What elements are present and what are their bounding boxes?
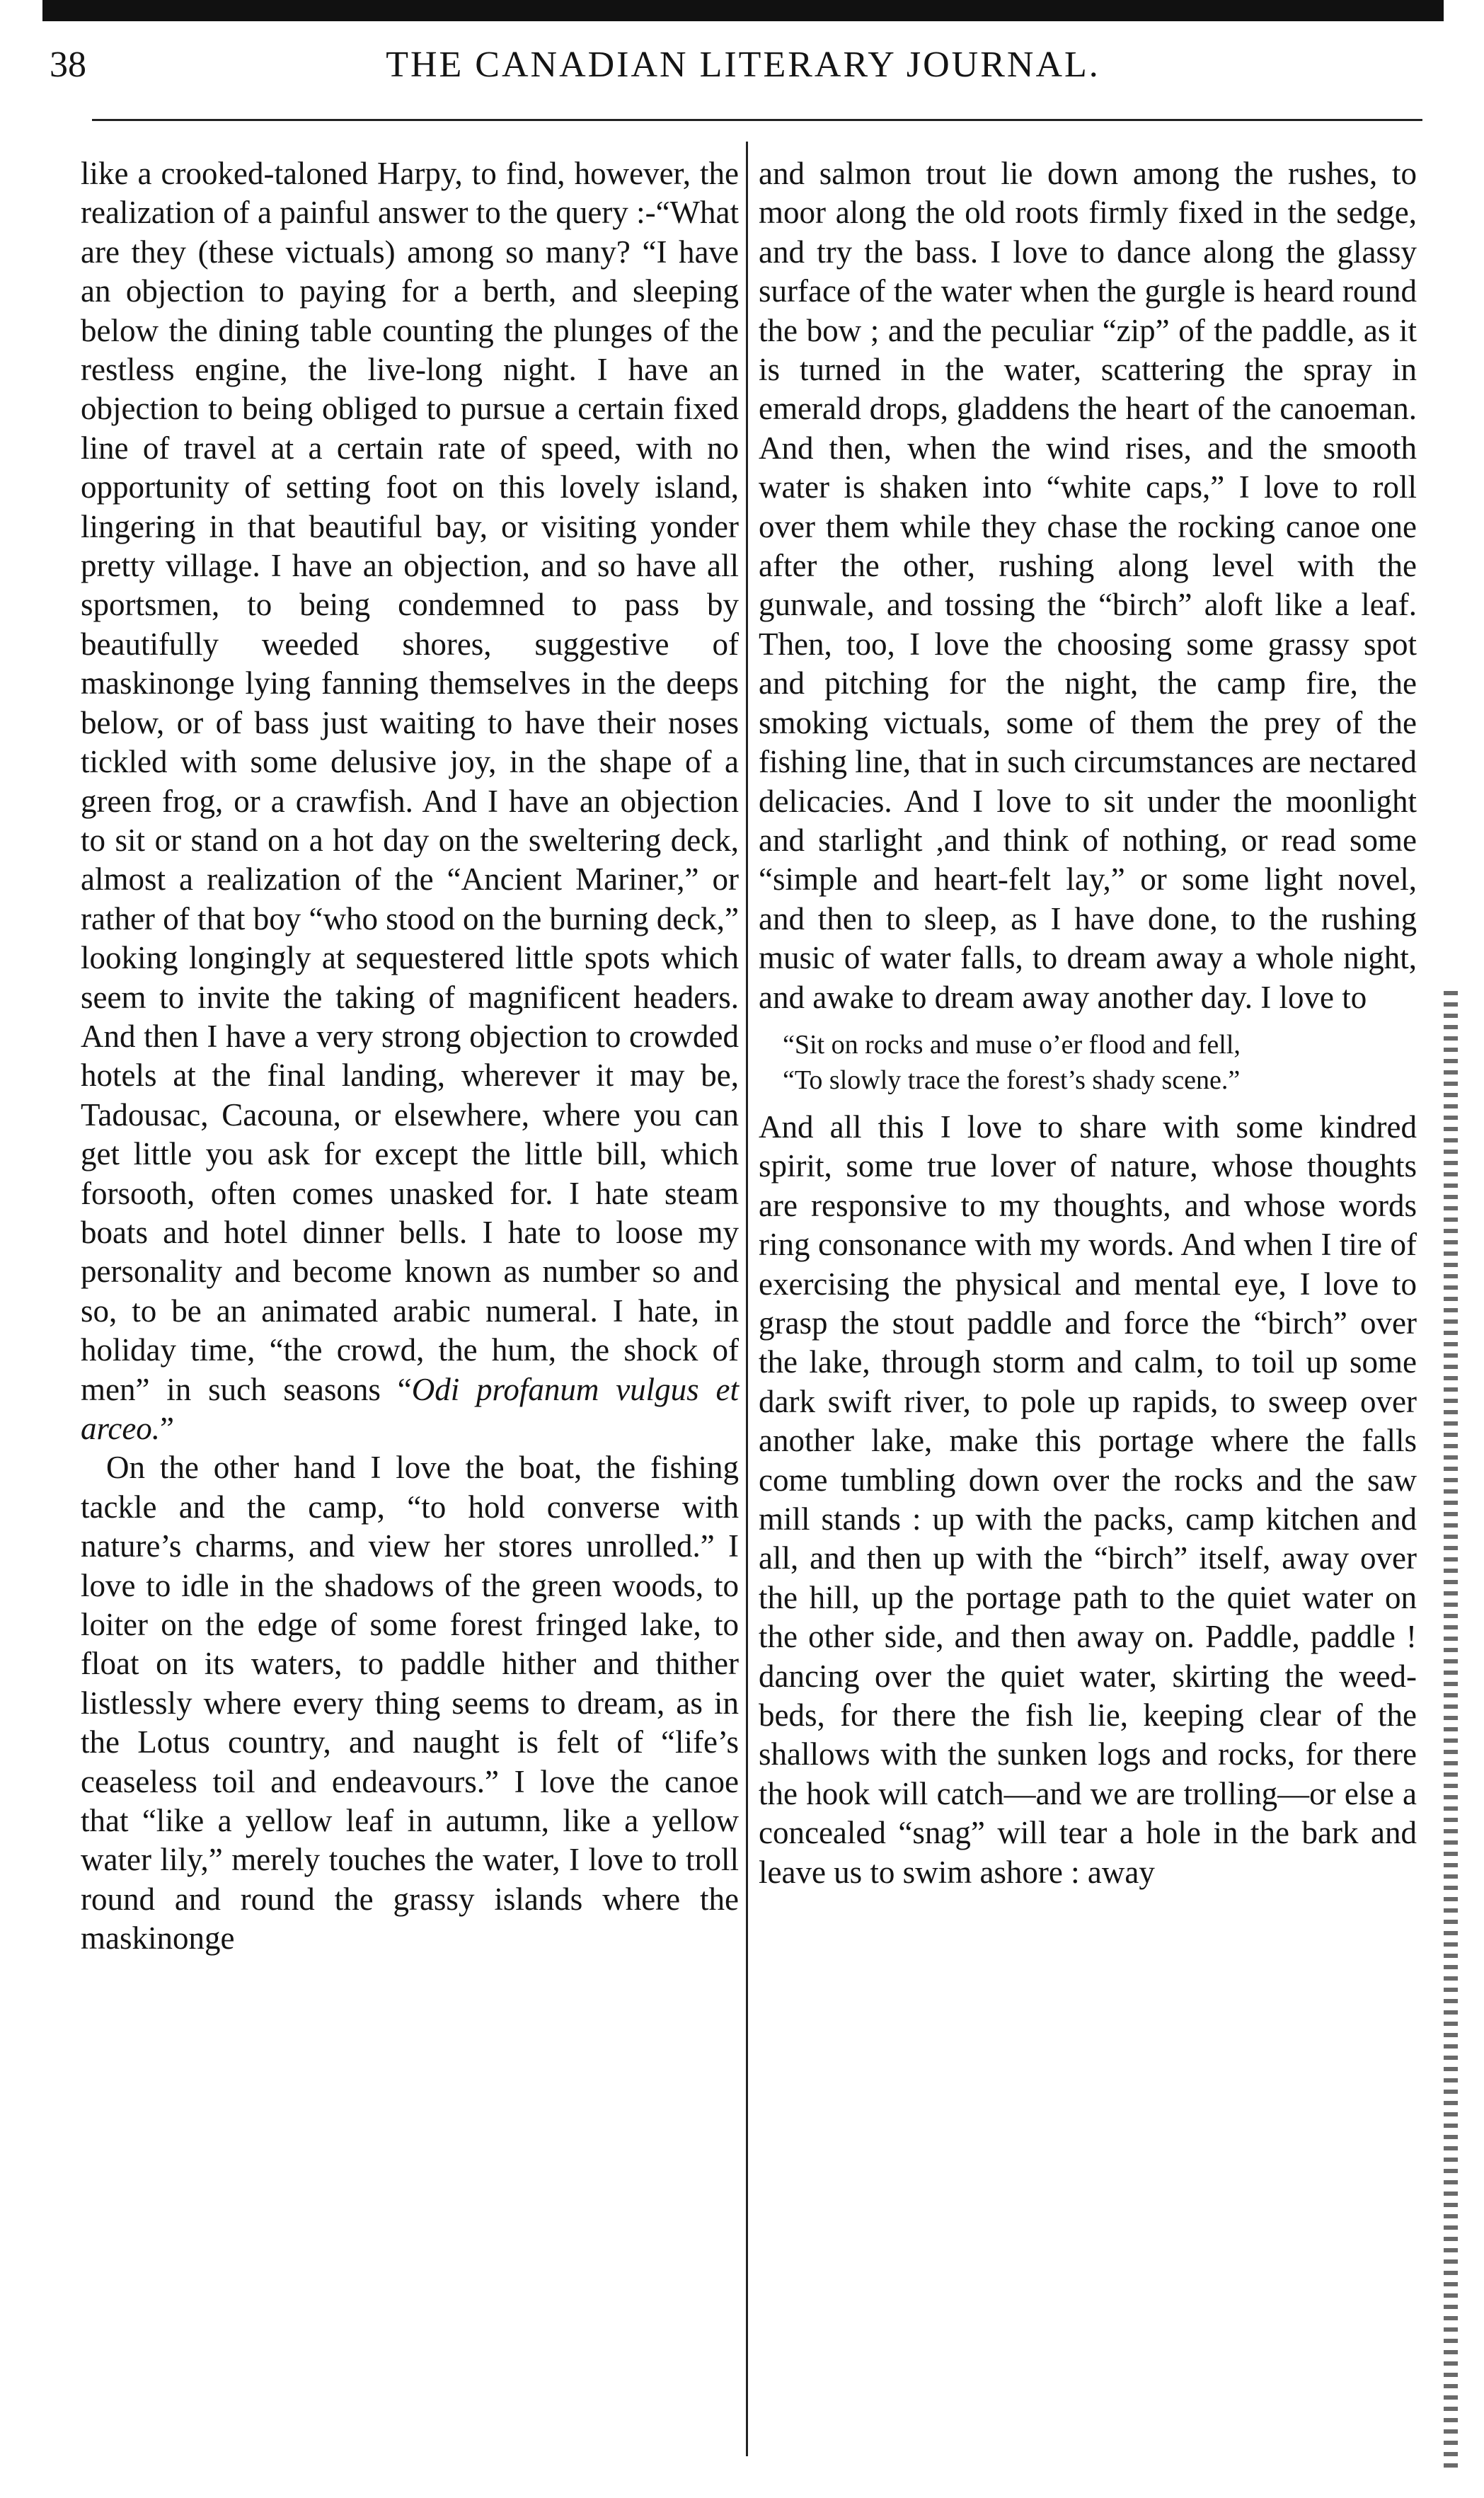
verse-line-1: “Sit on rocks and muse o’er flood and fell, xyxy=(783,1029,1241,1060)
page-edge-shadow xyxy=(1444,991,1458,2470)
page-header xyxy=(50,34,1437,91)
column-divider xyxy=(746,142,748,2456)
right-column xyxy=(759,154,1417,1892)
left-paragraph-2: On the other hand I love the boat, the fishing tackle and the camp, “to hold converse with nature’s charms, and view her stores unrolled.” I love to idle in the shadows of the green woods, to loiter on the edge of some forest fringed lake, to float on its waters, to paddle hither and thither listlessly where every thing seems to dream, as in the Lotus country, and naught is felt of “life’s ceaseless toil and endeavours.” I love the canoe that “like a yellow leaf in autumn, like a yellow water lily,” merely touches the water, I love to troll round and round the grassy islands where the maskinonge xyxy=(81,1450,739,1956)
left-paragraph-1 xyxy=(81,154,739,1448)
verse-line-2: “To slowly trace the forest’s shady scene.” xyxy=(783,1065,1241,1095)
left-column xyxy=(81,154,739,1959)
right-paragraph-2: And all this I love to share with some kindred spirit, some true lover of nature, whose thoughts are responsive to my thoughts, and whose words ring consonance with my words. And when I tire of exercising the physical and mental eye, I love to grasp the stout paddle and force the “birch” over the lake, through storm and calm, to toil up some dark swift river, to pole up rapids, to sweep over another lake, make this portage where the falls come tumbling down over the rocks and the saw mill stands : up with the packs, camp kitchen and all, and then up with the “birch” itself, away over the hill, up the portage path to the quiet water on the other side, and then away on. Paddle, paddle ! dancing over the quiet water, skirting the weed-beds, for there the fish lie, keeping clear of the shallows with the sunken logs and rocks, for there the hook will catch—and we are trolling—or else a concealed “snag” will tear a hole in the bark and leave us to swim ashore : away xyxy=(759,1108,1417,1890)
verse-quote xyxy=(759,1027,1417,1098)
header-rule xyxy=(92,119,1422,121)
page-number: 38 xyxy=(50,45,86,85)
latin-quote: Odi profanum vulgus et arceo. xyxy=(81,1371,739,1446)
left-paragraph-1-text: like a crooked-taloned Harpy, to find, however, the realization of a painful answer to the query :-“What are they (these victuals) among so many? “I have an objection to paying for a berth, and sleeping below the dining table counting the plunges of the restless engine, the live-long night. I have an objection to being obliged to pursue a certain fixed line of travel at a certain rate of speed, with no opportunity of setting foot on this lovely island, lingering in that beautiful bay, or visiting yonder pretty village. I have an objection, and so have all sportsmen, to being condemned to pass by beautifully weeded shores, suggestive of maskinonge lying fanning themselves in the deeps below, or of bass just waiting to have their noses tickled with some delusive joy, in the shape of a green frog, or a crawfish. And I have an objection to sit or stand on a hot day on the sweltering deck, almost a realization of the “Ancient Mariner,” or rather of that boy “who stood on the burning deck,” looking longingly at sequestered little spots which seem to invite the taking of magnificent headers. And then I have a very strong objection to crowded hotels at the final landing, wherever it may be, Tadousac, Cacouna, or elsewhere, where you can get little you ask for except the little bill, which forsooth, often comes unasked for. I hate steam boats and hotel dinner bells. I hate to loose my personality and become known as number so and so, to be an animated arabic numeral. I hate, in holiday time, “the crowd, the hum, the shock of men” in such seasons “ xyxy=(81,156,739,1407)
journal-title: THE CANADIAN LITERARY JOURNAL. xyxy=(386,45,1100,85)
top-rule xyxy=(42,0,1444,21)
left-paragraph-1-end: ” xyxy=(160,1411,175,1446)
right-paragraph-1: and salmon trout lie down among the rushes, to moor along the old roots firmly fixed in the sedge, and try the bass. I love to dance along the glassy surface of the water when the gurgle is heard round the bow ; and the peculiar “zip” of the paddle, as it is turned in the water, scattering the spray in emerald drops, gladdens the heart of the canoeman. And then, when the wind rises, and the smooth water is shaken into “white caps,” I love to roll over them while they chase the rocking canoe one after the other, rushing along level with the gunwale, and tossing the “birch” aloft like a leaf. Then, too, I love the choosing some grassy spot and pitching for the night, the camp fire, the smoking victuals, some of them the prey of the fishing line, that in such circumstances are nectared delicacies. And I love to sit under the moonlight and starlight ,and think of nothing, or read some “simple and heart-felt lay,” or some light novel, and then to sleep, as I have done, to the rushing music of water falls, to dream away a whole night, and awake to dream away another day. I love to xyxy=(759,156,1417,1015)
